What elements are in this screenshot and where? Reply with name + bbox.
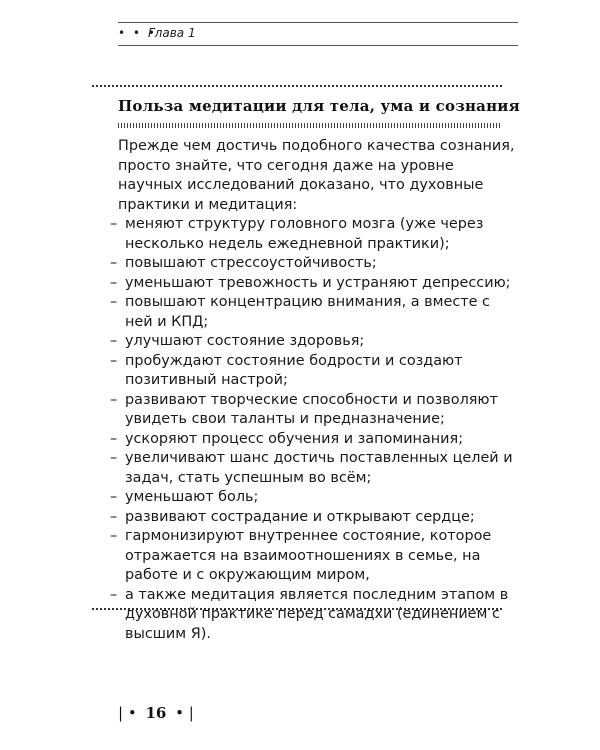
list-item — [110, 488, 515, 508]
list-item-text: гармонизируют внутреннее состояние, которое отражается на взаимоотношениях в семье, на работе и с окружающим миром, — [125, 528, 492, 583]
benefits-list — [110, 215, 515, 644]
dotted-separator-top — [92, 85, 502, 87]
page-footer — [118, 704, 194, 722]
list-item-text: развивают творческие способности и позволяют увидеть свои таланты и предназначение; — [125, 391, 498, 427]
page-number: 16 — [145, 704, 167, 722]
list-item-text: уменьшают тревожность и устраняют депрессию; — [125, 274, 511, 291]
list-dash: – — [110, 508, 118, 525]
list-item-text: повышают стрессоустойчивость; — [125, 255, 377, 271]
list-item-text: а также медитация является последним этапом в духовной практике перед самадхи (единением с высшим Я). — [125, 586, 509, 642]
list-item — [110, 352, 515, 391]
header-rule-top — [118, 22, 518, 23]
list-dash: – — [110, 352, 118, 369]
list-item-text: меняют структуру головного мозга (уже через несколько недель ежедневной практики); — [125, 216, 484, 252]
list-dash: – — [110, 274, 118, 291]
header-dots: • • • — [118, 26, 157, 40]
footer-bar-left: | — [118, 704, 124, 722]
list-dash: – — [110, 216, 118, 232]
section-title: Польза медитации для тела, ума и сознания — [118, 97, 520, 115]
list-item-text: повышают концентрацию внимания, а вместе с ней и КПД; — [125, 294, 490, 330]
list-item — [110, 508, 515, 528]
list-item — [110, 332, 515, 352]
title-underline — [118, 123, 500, 128]
list-dash: – — [110, 586, 118, 603]
list-item-text: развивают сострадание и открывают сердце; — [125, 508, 475, 525]
dotted-separator-bottom — [92, 608, 502, 610]
list-dash: – — [110, 255, 118, 271]
body-text — [110, 137, 515, 644]
list-item-text: улучшают состояние здоровья; — [125, 333, 365, 349]
footer-bar-right: | — [188, 704, 194, 722]
list-item — [110, 586, 515, 645]
list-item-text: увеличивают шанс достичь поставленных целей и задач, стать успешным во всём; — [125, 450, 513, 486]
list-item — [110, 274, 515, 294]
intro-paragraph: Прежде чем достичь подобного качества сознания, просто знайте, что сегодня даже на уровне научных исследований доказано, что духовные практики и медитация: — [118, 138, 515, 213]
list-dash: – — [110, 528, 118, 544]
list-item — [110, 215, 515, 254]
list-dash: – — [110, 391, 118, 408]
header-rule-bottom — [118, 45, 518, 46]
list-item — [110, 254, 515, 274]
running-header — [118, 22, 518, 46]
list-dash: – — [110, 489, 118, 505]
list-dash: – — [110, 294, 118, 310]
list-item — [110, 391, 515, 430]
list-item-text: уменьшают боль; — [125, 489, 259, 505]
list-item — [110, 293, 515, 332]
list-dash: – — [110, 450, 118, 466]
chapter-label: Глава 1 — [148, 26, 196, 40]
list-dash: – — [110, 333, 118, 349]
list-item — [110, 449, 515, 488]
list-item — [110, 430, 515, 450]
list-item-text: ускоряют процесс обучения и запоминания; — [125, 430, 464, 447]
footer-dot-right: • — [175, 704, 184, 722]
list-dash: – — [110, 430, 118, 447]
footer-dot-left: • — [127, 704, 137, 722]
list-item — [110, 527, 515, 586]
list-item-text: пробуждают состояние бодрости и создают позитивный настрой; — [125, 352, 463, 388]
